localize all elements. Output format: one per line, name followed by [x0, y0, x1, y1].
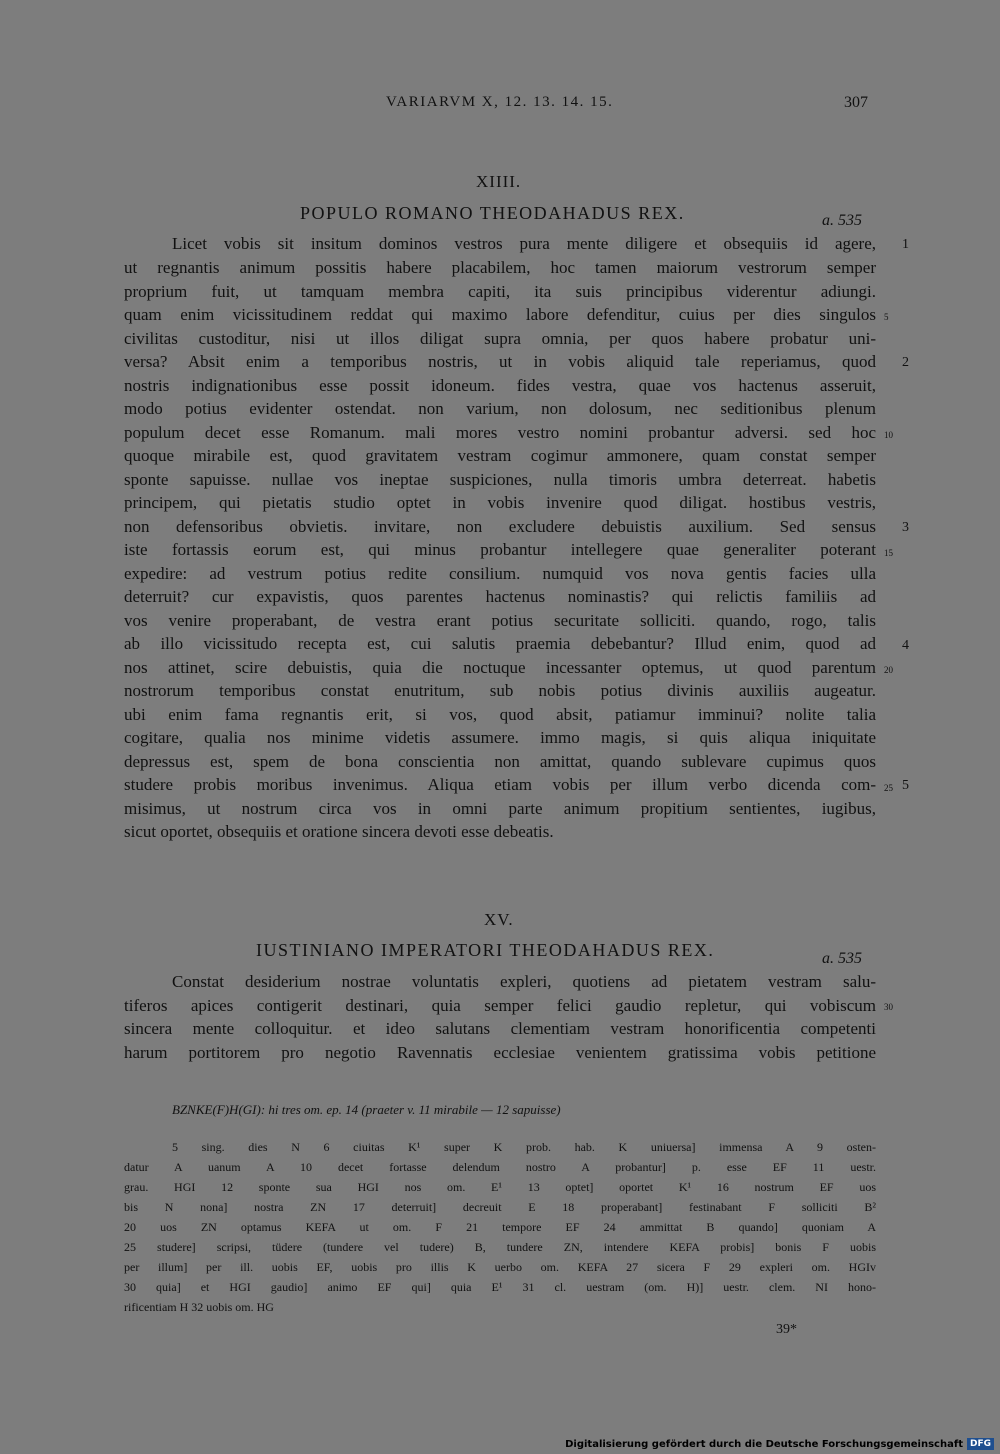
text-line: nostris indignationibus esse possit idoneum. fides vestra, quae vos hactenus asseruit,	[124, 376, 876, 395]
text-line: principem, qui pietatis studio optet in vobis invenire quod diligat. hostibus vestris,	[124, 493, 876, 512]
section-date: a. 535	[822, 950, 862, 967]
apparatus-line: bis N nona] nostra ZN 17 deterruit] decreuit E 18 properabant] festinabant F solliciti B²	[124, 1200, 876, 1214]
line-number: 20	[884, 665, 893, 675]
text-line: non defensoribus obvietis. invitare, non excludere debuistis auxilium. Sed sensus	[124, 517, 876, 536]
section-title: POPULO ROMANO THEODAHADUS REX.	[300, 203, 685, 223]
text-line: vos venire properabant, de vestra erant potius securitate solliciti. quando, rogo, talis	[124, 611, 876, 630]
text-line: ab illo vicissitudo recepta est, cui salutis praemia debebantur? Illud enim, quod ad	[124, 634, 876, 653]
apparatus-line: rificentiam H 32 uobis om. HG	[124, 1300, 274, 1314]
banner-text: Digitalisierung gefördert durch die Deutsche Forschungsgemeinschaft	[565, 1438, 963, 1450]
text-line: ubi enim fama regnantis erit, si vos, quod absit, patiamur imminui? nolite talia	[124, 705, 876, 724]
apparatus-line: 25 studere] scripsi, tüdere (tundere vel tudere) B, tundere ZN, intendere KEFA probis] bonis F uobis	[124, 1240, 876, 1254]
text-line: tiferos apices contigerit destinari, quia semper felici gaudio repletur, qui vobiscum	[124, 996, 876, 1015]
apparatus-line: 30 quia] et HGI gaudio] animo EF qui] quia E¹ 31 cl. uestram (om. H)] uestr. clem. NI hono-	[124, 1280, 876, 1294]
text-line: Licet vobis sit insitum dominos vestros pura mente diligere et obsequiis id agere,	[172, 234, 876, 253]
section-number: XV.	[484, 910, 514, 929]
apparatus-line: grau. HGI 12 sponte sua HGI nos om. E¹ 13 optet] oportet K¹ 16 nostrum EF uos	[124, 1180, 876, 1194]
section-marker: 3	[902, 520, 909, 535]
sigla-line: BZNKE(F)H(GI): hi tres om. ep. 14 (praeter v. 11 mirabile — 12 sapuisse)	[172, 1102, 561, 1117]
running-title: VARIARVM X, 12. 13. 14. 15.	[386, 94, 614, 110]
section-number: XIIII.	[476, 172, 522, 191]
apparatus-line: 5 sing. dies N 6 ciuitas K¹ super K prob. hab. K uniuersa] immensa A 9 osten-	[172, 1140, 876, 1154]
line-number: 10	[884, 430, 893, 440]
text-line: versa? Absit enim a temporibus nostris, ut in vobis aliquid tale reperiamus, quod	[124, 352, 876, 371]
line-number: 5	[884, 312, 889, 322]
text-line: sponte sapuisse. nullae vos ineptae suspiciones, nulla timoris umbra deterreat. habetis	[124, 470, 876, 489]
line-number: 15	[884, 548, 893, 558]
text-line: deterruit? cur expavistis, quos parentes hactenus nominastis? qui relictis familiis ad	[124, 587, 876, 606]
text-line: populum decet esse Romanum. mali mores vestro nomini probantur adversi. sed hoc	[124, 423, 876, 442]
text-line: proprium fuit, ut tamquam membra capiti, ita suis principibus viderentur adiungi.	[124, 282, 876, 301]
text-line: expedire: ad vestrum potius redite consilium. numquid vos nova gentis facies ulla	[124, 564, 876, 583]
text-line: depressus est, spem de bona conscientia non amittat, quando sublevare cupimus quos	[124, 752, 876, 771]
text-line: cogitare, qualia nos minime videtis assumere. immo magis, si quis aliqua iniquitate	[124, 728, 876, 747]
line-number: 25	[884, 783, 893, 793]
text-line: sicut oportet, obsequiis et oratione sincera devoti esse debeatis.	[124, 822, 554, 841]
apparatus-line: 20 uos ZN optamus KEFA ut om. F 21 tempore EF 24 ammittat B quando] quoniam A	[124, 1220, 876, 1234]
line-number: 30	[884, 1002, 893, 1012]
dfg-logo: DFG	[967, 1438, 994, 1450]
digitization-banner	[0, 1434, 1000, 1454]
text-line: studere probis moribus invenimus. Aliqua etiam vobis per illum verbo dicenda com-	[124, 775, 876, 794]
text-line: nos attinet, scire debuistis, quia die noctuque incessanter optemus, ut quod parentum	[124, 658, 876, 677]
text-line: sincera mente colloquitur. et ideo salutans clementiam vestram honorificentia competenti	[124, 1019, 876, 1038]
text-line: misimus, ut nostrum circa vos in omni parte animum propitium sentientes, iugibus,	[124, 799, 876, 818]
text-line: modo potius evidenter ostendat. non varium, non dolosum, nec seditionibus plenum	[124, 399, 876, 418]
text-line: ut regnantis animum possitis habere placabilem, hoc tamen maiorum vestrorum semper	[124, 258, 876, 277]
section-marker: 5	[902, 778, 909, 793]
text-line: quoque mirabile est, quod gravitatem vestram cogimur ammonere, quam constat semper	[124, 446, 876, 465]
text-line: harum portitorem pro negotio Ravennatis ecclesiae venientem gratissima vobis petitione	[124, 1043, 876, 1062]
text-line: nostrorum temporibus constat enutritum, sub nobis potius divinis auxiliis augeatur.	[124, 681, 876, 700]
section-date: a. 535	[822, 212, 862, 229]
page-number: 307	[844, 94, 868, 111]
section-marker: 2	[902, 355, 909, 370]
section-title: IUSTINIANO IMPERATORI THEODAHADUS REX.	[256, 940, 715, 960]
text-line: civilitas custoditur, nisi ut illos diligat supra omnia, per quos habere probatur uni-	[124, 329, 876, 348]
section-marker: 4	[902, 638, 909, 653]
signature-mark: 39*	[776, 1322, 797, 1337]
apparatus-line: per illum] per ill. uobis EF, uobis pro illis K uerbo om. KEFA 27 sicera F 29 expleri om. HGIv	[124, 1260, 876, 1274]
apparatus-line: datur A uanum A 10 decet fortasse delendum nostro A probantur] p. esse EF 11 uestr.	[124, 1160, 876, 1174]
text-line: iste fortassis eorum est, qui minus probantur intellegere quae generaliter poterant	[124, 540, 876, 559]
text-line: quam enim vicissitudinem reddat qui maximo labore defenditur, cuius per dies singulos	[124, 305, 876, 324]
text-line: Constat desiderium nostrae voluntatis expleri, quotiens ad pietatem vestram salu-	[172, 972, 876, 991]
section-marker: 1	[902, 237, 909, 252]
